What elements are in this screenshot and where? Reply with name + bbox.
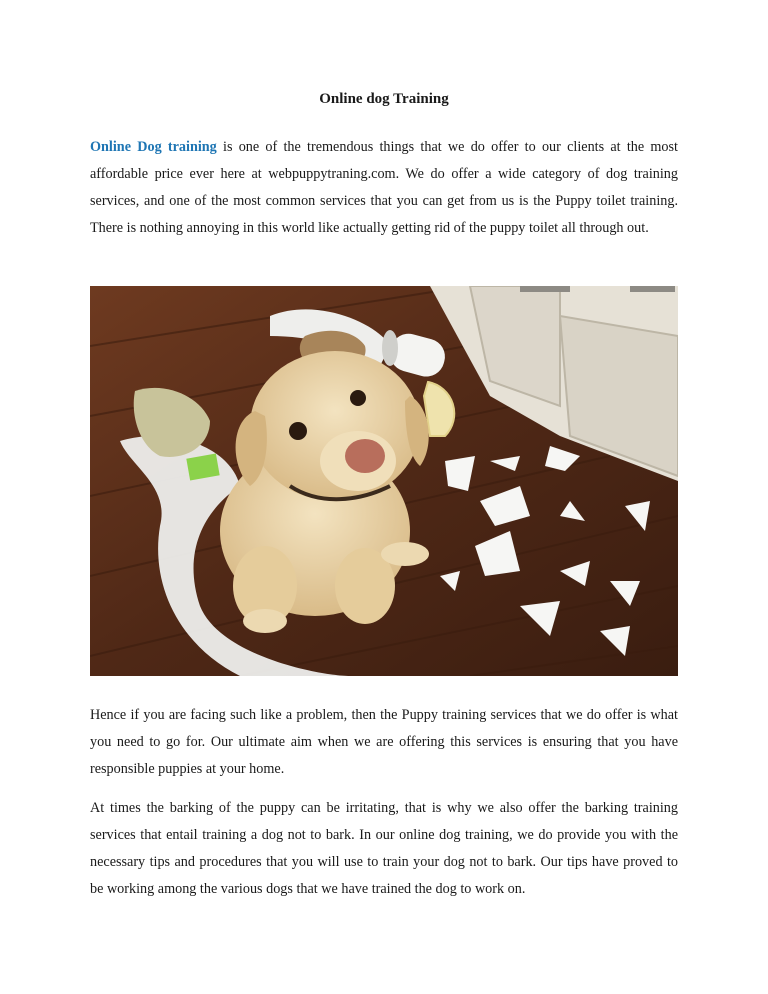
paragraph-barking-training: At times the barking of the puppy can be irritating, that is why we also offer the barking training services that entail training a dog not to bark. In our online dog training, we do provide you with the necessary tips and procedures that you will use to train your dog not to bark. Our tips have proved to be working among the various dogs that we have trained the dog to work on. <box>90 800 678 897</box>
online-dog-training-link[interactable]: Online Dog training <box>90 139 217 155</box>
paragraph-intro <box>90 134 678 242</box>
paragraph-intro-text: is one of the tremendous things that we do offer to our clients at the most affordable price ever here at webpuppytraning.com. We do offer a wide category of dog training services, and one of the most common services that you can get from us is the Puppy toilet training. There is nothing annoying in this world like actually getting rid of the puppy toilet all through out. <box>90 139 678 236</box>
dog-nose <box>345 439 385 473</box>
document-title: Online dog Training <box>319 91 449 107</box>
paragraph-puppy-training: Hence if you are facing such like a problem, then the Puppy training services that we do offer is what you need to go for. Our ultimate aim when we are offering this services is ensuring that you have responsible puppies at your home. <box>90 707 678 777</box>
dog-right-eye <box>350 390 366 406</box>
dog-left-eye <box>289 422 307 440</box>
dog-photo <box>90 286 678 676</box>
dog-photo-illustration <box>90 286 678 676</box>
